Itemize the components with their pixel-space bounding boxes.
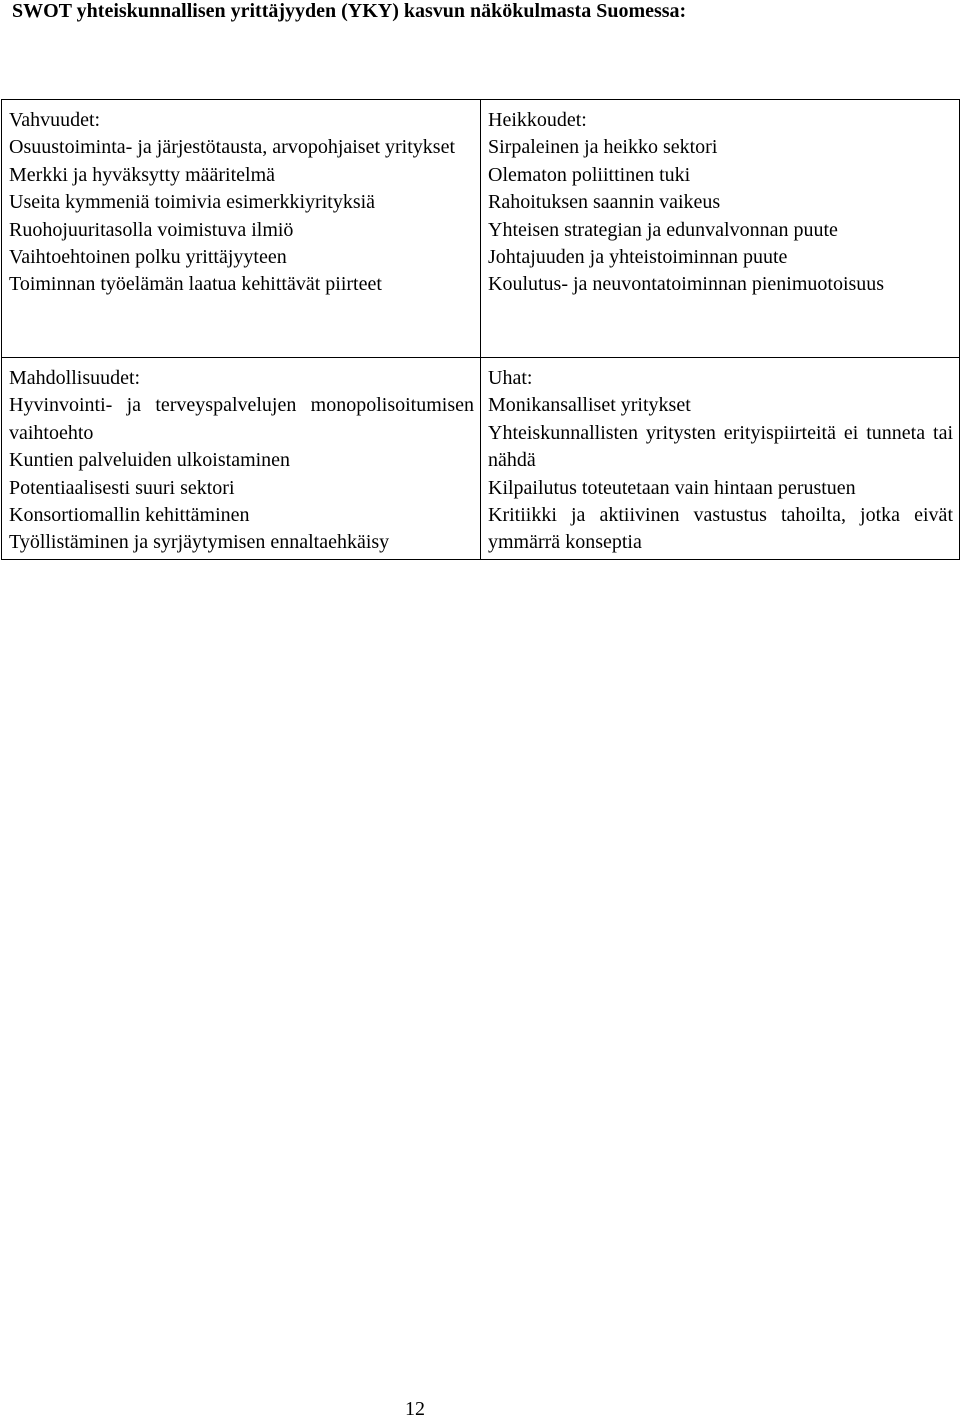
- threats-item: Kritiikki ja aktiivinen vastustus tahoilta, jotka eivät ymmärrä konseptia: [488, 504, 953, 554]
- strengths-item: Merkki ja hyväksytty määritelmä: [9, 163, 276, 186]
- strengths-item: Vaihtoehtoinen polku yrittäjyyteen: [9, 246, 287, 269]
- document-title: SWOT yhteiskunnallisen yrittäjyyden (YKY) kasvun näkökulmasta Suomessa:: [12, 0, 687, 22]
- strengths-heading: Vahvuudet:: [9, 109, 101, 131]
- weaknesses-item: Yhteisen strategian ja edunvalvonnan puute: [488, 218, 838, 241]
- weaknesses-item: Rahoituksen saannin vaikeus: [488, 191, 721, 214]
- opportunities-item: Kuntien palveluiden ulkoistaminen: [9, 449, 291, 472]
- swot-row-bottom: [2, 358, 960, 560]
- weaknesses-item: Sirpaleinen ja heikko sektori: [488, 136, 718, 159]
- weaknesses-cell: [481, 100, 960, 358]
- threats-item: Yhteiskunnallisten yritysten erityispiirteitä ei tunneta tai nähdä: [488, 421, 953, 472]
- opportunities-item: Työllistäminen ja syrjäytymisen ennaltaehkäisy: [9, 531, 390, 554]
- swot-row-top: [2, 100, 960, 358]
- opportunities-item: Hyvinvointi- ja terveyspalvelujen monopolisoitumisen vaihtoehto: [9, 394, 474, 444]
- weaknesses-item: Olematon poliittinen tuki: [488, 163, 691, 186]
- threats-cell: [481, 358, 960, 560]
- opportunities-cell: [2, 358, 481, 560]
- strengths-cell: [2, 100, 481, 358]
- opportunities-heading: Mahdollisuudet:: [9, 367, 141, 389]
- opportunities-item: Konsortiomallin kehittäminen: [9, 504, 250, 527]
- strengths-item: Ruohojuuritasolla voimistuva ilmiö: [9, 218, 294, 241]
- strengths-item: Toiminnan työelämän laatua kehittävät piirteet: [9, 273, 382, 296]
- threats-item: Monikansalliset yritykset: [488, 394, 691, 417]
- threats-heading: Uhat:: [488, 367, 533, 389]
- strengths-item: Useita kymmeniä toimivia esimerkkiyrityksiä: [9, 191, 376, 214]
- weaknesses-item: Koulutus- ja neuvontatoiminnan pienimuotoisuus: [488, 273, 885, 296]
- page-number: 12: [405, 1398, 425, 1420]
- opportunities-item: Potentiaalisesti suuri sektori: [9, 476, 235, 499]
- threats-item: Kilpailutus toteutetaan vain hintaan perustuen: [488, 476, 856, 499]
- swot-table: [1, 99, 960, 560]
- weaknesses-item: Johtajuuden ja yhteistoiminnan puute: [488, 246, 788, 269]
- strengths-item: Osuustoiminta- ja järjestötausta, arvopohjaiset yritykset: [9, 136, 456, 159]
- weaknesses-heading: Heikkoudet:: [488, 109, 587, 131]
